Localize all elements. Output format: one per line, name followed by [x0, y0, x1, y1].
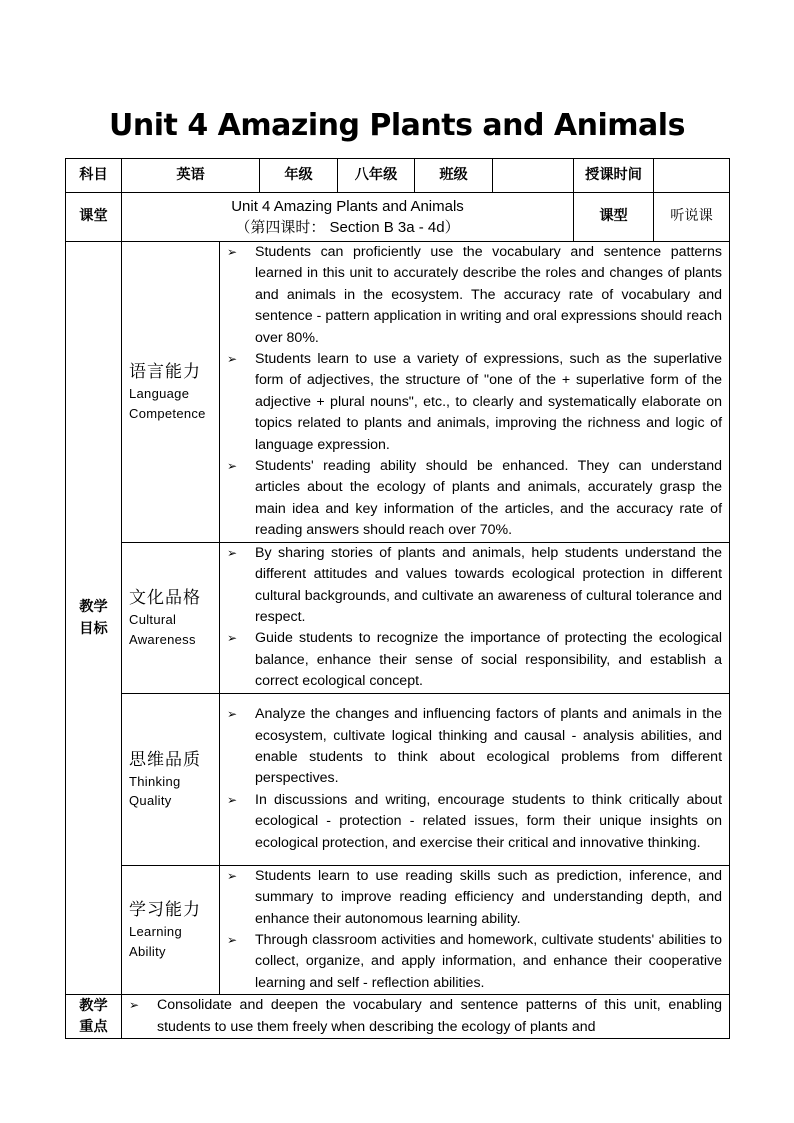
key-points-bullets [122, 995, 730, 1039]
key-points-label: 教学重点 [66, 995, 122, 1039]
lesson-plan-table [65, 158, 730, 1039]
bullets-language [220, 242, 730, 543]
bullet-item: ➢ In discussions and writing, encourage students to think critically about ecological - protection - related issues, form their unique insights on ecological protection, and exercise their critical and innovative thinking. [220, 790, 722, 854]
subject-value: 英语 [122, 159, 260, 193]
bullet-item: ➢ Through classroom activities and homework, cultivate students' abilities to collect, organize, and apply information, and enhance their cooperative learning and self - reflection abilities. [220, 930, 722, 994]
bullet-item: ➢ Guide students to recognize the importance of protecting the ecological balance, enhance their sense of social responsibility, and establish a correct ecological concept. [220, 628, 722, 692]
lesson-type-label: 课型 [574, 193, 654, 242]
category-en-line1: Language [129, 386, 190, 402]
bullet-item: ➢ By sharing stories of plants and animals, help students understand the different attitudes and values towards ecological protection in different cultural backgrounds, and cultivate an awareness of cultural tolerance and respect. [220, 543, 722, 629]
lesson-type-value: 听说课 [654, 193, 730, 242]
category-language [122, 242, 220, 543]
bullet-item: ➢ Students can proficiently use the vocabulary and sentence patterns learned in this unit to accurately describe the roles and changes of plants and animals in the ecosystem. The accuracy rate of vocabulary and sentence - pattern application in writing and oral expressions should reach over 80%. [220, 242, 722, 349]
bullet-item: ➢ Students learn to use reading skills such as prediction, inference, and summary to improve reading efficiency and understanding depth, and enhance their autonomous learning ability. [220, 866, 722, 930]
category-en-line2: Quality [129, 793, 172, 809]
grade-value: 八年级 [338, 159, 415, 193]
bullets-cultural [220, 542, 730, 693]
time-value [654, 159, 730, 193]
category-zh: 思维品质 [129, 749, 201, 769]
category-zh: 语言能力 [129, 362, 201, 382]
category-en-line1: Cultural [129, 612, 177, 628]
category-en-line2: Awareness [129, 631, 196, 647]
category-en-line2: Competence [129, 405, 206, 421]
key-points-row [66, 995, 730, 1039]
time-label: 授课时间 [574, 159, 654, 193]
objective-row-language [66, 242, 730, 543]
document-title: Unit 4 Amazing Plants and Animals [109, 108, 685, 143]
category-zh: 文化品格 [129, 588, 201, 608]
bullets-learning [220, 865, 730, 994]
category-learning [122, 865, 220, 994]
subject-label: 科目 [66, 159, 122, 193]
header-row [66, 159, 730, 193]
bullet-item: ➢ Students' reading ability should be enhanced. They can understand articles about the ecology of plants and animals, accurately grasp the main idea and key information of the articles, and the accuracy rate of reading answers should reach over 70%. [220, 456, 722, 542]
category-en-line2: Ability [129, 943, 166, 959]
lesson-title [122, 193, 574, 242]
objective-row-cultural [66, 542, 730, 693]
lesson-title-line2: （第四课时： Section B 3a - 4d） [235, 219, 460, 236]
lesson-row [66, 193, 730, 242]
category-thinking [122, 693, 220, 865]
category-en-line1: Thinking [129, 773, 181, 789]
bullets-thinking [220, 693, 730, 865]
lesson-label: 课堂 [66, 193, 122, 242]
lesson-title-line1: Unit 4 Amazing Plants and Animals [231, 198, 464, 215]
bullet-item: ➢ Students learn to use a variety of expressions, such as the superlative form of adjectives, the structure of "one of the + superlative form of the adjective + plural nouns", etc., to clearly and systematically elaborate on topics related to plants and animals, improving the richness and logic of language expression. [220, 349, 722, 456]
class-value [493, 159, 574, 193]
category-zh: 学习能力 [129, 900, 201, 920]
bullet-item: ➢ Consolidate and deepen the vocabulary and sentence patterns of this unit, enabling students to use them freely when describing the ecology of plants and [122, 995, 722, 1038]
category-cultural [122, 542, 220, 693]
bullet-item: ➢ Analyze the changes and influencing factors of plants and animals in the ecosystem, cultivate logical thinking and causal - analysis abilities, and enable students to think about ecological problems from different perspectives. [220, 704, 722, 790]
objective-row-learning [66, 865, 730, 994]
grade-label: 年级 [260, 159, 338, 193]
category-en-line1: Learning [129, 924, 182, 940]
objectives-label: 教学目标 [66, 242, 122, 995]
class-label: 班级 [415, 159, 493, 193]
objective-row-thinking [66, 693, 730, 865]
